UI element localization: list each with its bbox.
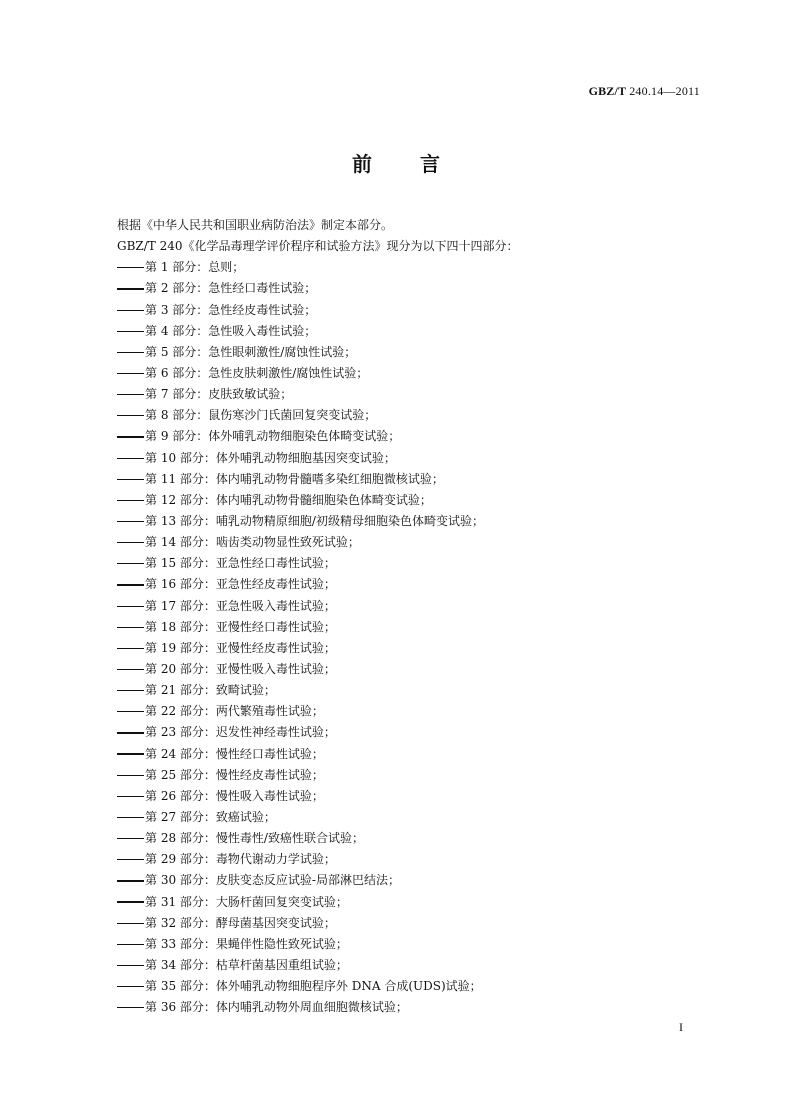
em-dash-marker: [117, 944, 144, 945]
em-dash-marker: [117, 331, 144, 332]
list-item: [117, 786, 717, 807]
list-item-text: 第 34 部分：枯草杆菌基因重组试验；: [145, 957, 348, 972]
intro-paragraph: 根据《中华人民共和国职业病防治法》制定本部分。: [117, 218, 394, 232]
em-dash-marker: [117, 458, 144, 459]
em-dash-marker: [117, 584, 144, 585]
list-item-text: 第 36 部分：体内哺乳动物外周血细胞微核试验；: [145, 1000, 408, 1015]
em-dash-marker: [117, 310, 144, 311]
em-dash-marker: [117, 373, 144, 374]
list-item-text: 第 29 部分：毒物代谢动力学试验；: [145, 852, 336, 867]
list-item: [117, 913, 717, 934]
list-item-text: 第 20 部分：亚慢性吸入毒性试验；: [145, 661, 336, 676]
list-item: [117, 997, 717, 1018]
list-item: [117, 934, 717, 955]
em-dash-marker: [117, 415, 144, 416]
list-item: [117, 469, 717, 490]
list-item-text: 第 3 部分：急性经皮毒性试验；: [145, 302, 317, 317]
list-item: [117, 722, 717, 743]
em-dash-marker: [117, 521, 144, 522]
list-item-text: 第 4 部分：急性吸入毒性试验；: [145, 323, 317, 338]
em-dash-marker: [117, 606, 144, 607]
em-dash-marker: [117, 479, 144, 480]
list-item-text: 第 5 部分：急性眼刺激性/腐蚀性试验；: [145, 344, 357, 359]
em-dash-marker: [117, 817, 144, 818]
em-dash-marker: [117, 732, 144, 733]
em-dash-marker: [117, 880, 144, 881]
list-item: [117, 807, 717, 828]
em-dash-marker: [117, 288, 144, 289]
em-dash-marker: [117, 923, 144, 924]
list-item-text: 第 28 部分：慢性毒性/致癌性联合试验；: [145, 831, 364, 846]
list-item-text: 第 35 部分：体外哺乳动物细胞程序外 DNA 合成(UDS)试验；: [145, 979, 482, 994]
em-dash-marker: [117, 669, 144, 670]
em-dash-marker: [117, 838, 144, 839]
list-item: [117, 976, 717, 997]
em-dash-marker: [117, 267, 144, 268]
list-item: [117, 849, 717, 870]
list-item-text: 第 6 部分：急性皮肤刺激性/腐蚀性试验；: [145, 365, 369, 380]
list-item-text: 第 23 部分：迟发性神经毒性试验；: [145, 725, 336, 740]
list-item-text: 第 16 部分：亚急性经皮毒性试验；: [145, 577, 336, 592]
list-item-text: 第 1 部分：总则；: [145, 260, 245, 275]
em-dash-marker: [117, 542, 144, 543]
em-dash-marker: [117, 796, 144, 797]
document-code-number: 240.14—2011: [629, 84, 700, 98]
list-item-text: 第 25 部分：慢性经皮毒性试验；: [145, 767, 324, 782]
em-dash-marker: [117, 711, 144, 712]
em-dash-marker: [117, 690, 144, 691]
list-item-text: 第 11 部分：体内哺乳动物骨髓嗜多染红细胞微核试验；: [145, 471, 444, 486]
list-item: [117, 892, 717, 913]
list-item-text: 第 17 部分：亚急性吸入毒性试验；: [145, 598, 336, 613]
em-dash-marker: [117, 986, 144, 987]
list-item: [117, 405, 717, 426]
document-body: [117, 215, 717, 1018]
list-item: [117, 574, 717, 595]
list-item: [117, 955, 717, 976]
list-item: [117, 363, 717, 384]
list-item-text: 第 24 部分：慢性经口毒性试验；: [145, 746, 324, 761]
list-item: [117, 828, 717, 849]
list-item-text: 第 31 部分：大肠杆菌回复突变试验；: [145, 894, 348, 909]
list-item: [117, 765, 717, 786]
em-dash-marker: [117, 775, 144, 776]
em-dash-marker: [117, 1007, 144, 1008]
list-item-text: 第 30 部分：皮肤变态反应试验-局部淋巴结法；: [145, 873, 400, 888]
list-item: [117, 532, 717, 553]
document-code: [589, 84, 700, 99]
list-item-text: 第 21 部分：致畸试验；: [145, 683, 276, 698]
list-item: [117, 490, 717, 511]
list-item-text: 第 15 部分：亚急性经口毒性试验；: [145, 556, 336, 571]
list-item: [117, 701, 717, 722]
em-dash-marker: [117, 753, 144, 754]
list-item-text: 第 32 部分：酵母菌基因突变试验；: [145, 915, 336, 930]
list-item: [117, 300, 717, 321]
em-dash-marker: [117, 901, 144, 902]
em-dash-marker: [117, 352, 144, 353]
em-dash-marker: [117, 965, 144, 966]
list-item-text: 第 10 部分：体外哺乳动物细胞基因突变试验；: [145, 450, 396, 465]
em-dash-marker: [117, 500, 144, 501]
em-dash-marker: [117, 627, 144, 628]
list-item: [117, 617, 717, 638]
list-item-text: 第 14 部分：啮齿类动物显性致死试验；: [145, 535, 360, 550]
em-dash-marker: [117, 563, 144, 564]
list-item: [117, 257, 717, 278]
list-item-text: 第 9 部分：体外哺乳动物细胞染色体畸变试验；: [145, 429, 401, 444]
list-item-text: 第 33 部分：果蝇伴性隐性致死试验；: [145, 936, 348, 951]
list-item: [117, 384, 717, 405]
structure-paragraph: GBZ/T 240《化学品毒理学评价程序和试验方法》现分为以下四十四部分：: [117, 239, 519, 254]
list-item: [117, 511, 717, 532]
list-item-text: 第 12 部分：体内哺乳动物骨髓细胞染色体畸变试验；: [145, 492, 432, 507]
list-item-text: 第 18 部分：亚慢性经口毒性试验；: [145, 619, 336, 634]
document-code-prefix: GBZ/T: [588, 84, 627, 98]
list-item: [117, 638, 717, 659]
page-number: I: [679, 1020, 683, 1034]
list-item-text: 第 8 部分：鼠伤寒沙门氏菌回复突变试验；: [145, 408, 377, 423]
list-item-text: 第 2 部分：急性经口毒性试验；: [145, 281, 317, 296]
em-dash-marker: [117, 436, 144, 437]
list-item: [117, 426, 717, 447]
em-dash-marker: [117, 859, 144, 860]
list-item: [117, 553, 717, 574]
list-item: [117, 342, 717, 363]
em-dash-marker: [117, 394, 144, 395]
parts-list: [117, 257, 717, 1018]
em-dash-marker: [117, 648, 144, 649]
list-item: [117, 596, 717, 617]
list-item-text: 第 13 部分：哺乳动物精原细胞/初级精母细胞染色体畸变试验；: [145, 513, 484, 528]
list-item: [117, 448, 717, 469]
list-item: [117, 744, 717, 765]
list-item: [117, 870, 717, 891]
list-item: [117, 680, 717, 701]
list-item-text: 第 22 部分：两代繁殖毒性试验；: [145, 704, 324, 719]
list-item: [117, 321, 717, 342]
list-item-text: 第 26 部分：慢性吸入毒性试验；: [145, 788, 324, 803]
page-title: 前言: [352, 152, 488, 176]
list-item: [117, 278, 717, 299]
list-item-text: 第 27 部分：致癌试验；: [145, 809, 276, 824]
list-item-text: 第 19 部分：亚慢性经皮毒性试验；: [145, 640, 336, 655]
list-item-text: 第 7 部分：皮肤致敏试验；: [145, 387, 293, 402]
list-item: [117, 659, 717, 680]
